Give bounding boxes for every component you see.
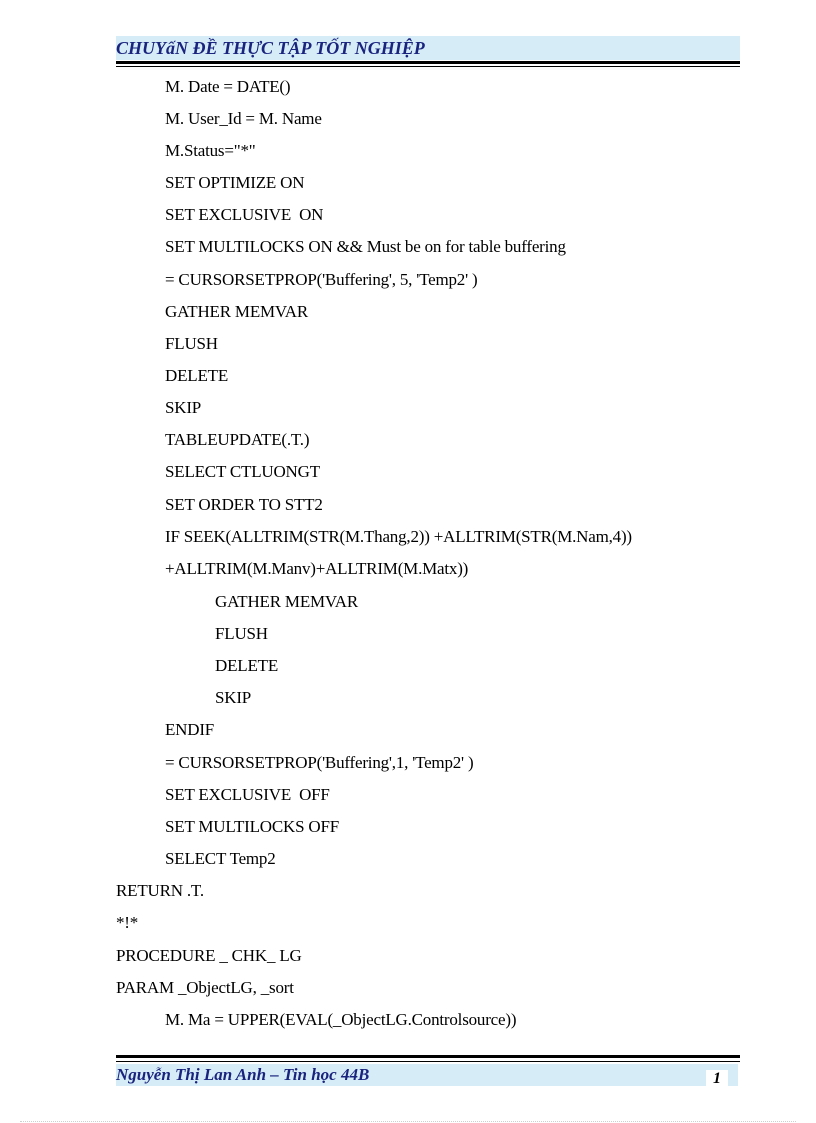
header-rule-thin <box>116 66 740 67</box>
page-bottom-border <box>20 1121 796 1122</box>
footer-author: Nguyễn Thị Lan Anh – Tin học 44B <box>116 1065 370 1084</box>
code-line: PARAM _ObjectLG, _sort <box>116 978 294 997</box>
code-line: SET OPTIMIZE ON <box>165 173 305 192</box>
code-line: M. Ma = UPPER(EVAL(_ObjectLG.Controlsource)) <box>165 1010 517 1029</box>
code-line: IF SEEK(ALLTRIM(STR(M.Thang,2)) +ALLTRIM(STR(M.Nam,4)) <box>165 527 632 546</box>
code-line: SELECT CTLUONGT <box>165 462 320 481</box>
code-line: RETURN .T. <box>116 881 204 900</box>
code-line: = CURSORSETPROP('Buffering',1, 'Temp2' ) <box>165 753 474 772</box>
header-rule-thick <box>116 61 740 64</box>
code-line: FLUSH <box>165 334 218 353</box>
code-line: M.Status="*" <box>165 141 256 160</box>
code-line: SET ORDER TO STT2 <box>165 495 323 514</box>
code-line: ENDIF <box>165 720 215 739</box>
code-line: SET MULTILOCKS OFF <box>165 817 339 836</box>
page-number: 1 <box>706 1070 728 1088</box>
code-line: GATHER MEMVAR <box>165 302 309 321</box>
code-line: SET MULTILOCKS ON && Must be on for table buffering <box>165 237 566 256</box>
code-line: SET EXCLUSIVE OFF <box>165 785 330 804</box>
code-line: = CURSORSETPROP('Buffering', 5, 'Temp2' ) <box>165 270 478 289</box>
code-line: +ALLTRIM(M.Manv)+ALLTRIM(M.Matx)) <box>165 559 469 578</box>
code-line: M. User_Id = M. Name <box>165 109 322 128</box>
code-line: SELECT Temp2 <box>165 849 276 868</box>
code-line: PROCEDURE _ CHK_ LG <box>116 946 302 965</box>
code-line: *!* <box>116 913 139 932</box>
code-line: TABLEUPDATE(.T.) <box>165 430 310 449</box>
code-line: M. Date = DATE() <box>165 77 291 96</box>
code-line: SKIP <box>215 688 252 707</box>
footer-rule-thick <box>116 1055 740 1058</box>
page-header-title: CHUYấN ĐỀ THỰC TẬP TỐT NGHIỆP <box>116 38 425 58</box>
code-line: DELETE <box>165 366 228 385</box>
code-line: DELETE <box>215 656 278 675</box>
code-line: FLUSH <box>215 624 268 643</box>
footer-rule-thin <box>116 1061 740 1062</box>
code-line: SKIP <box>165 398 202 417</box>
code-line: SET EXCLUSIVE ON <box>165 205 324 224</box>
code-line: GATHER MEMVAR <box>215 592 359 611</box>
